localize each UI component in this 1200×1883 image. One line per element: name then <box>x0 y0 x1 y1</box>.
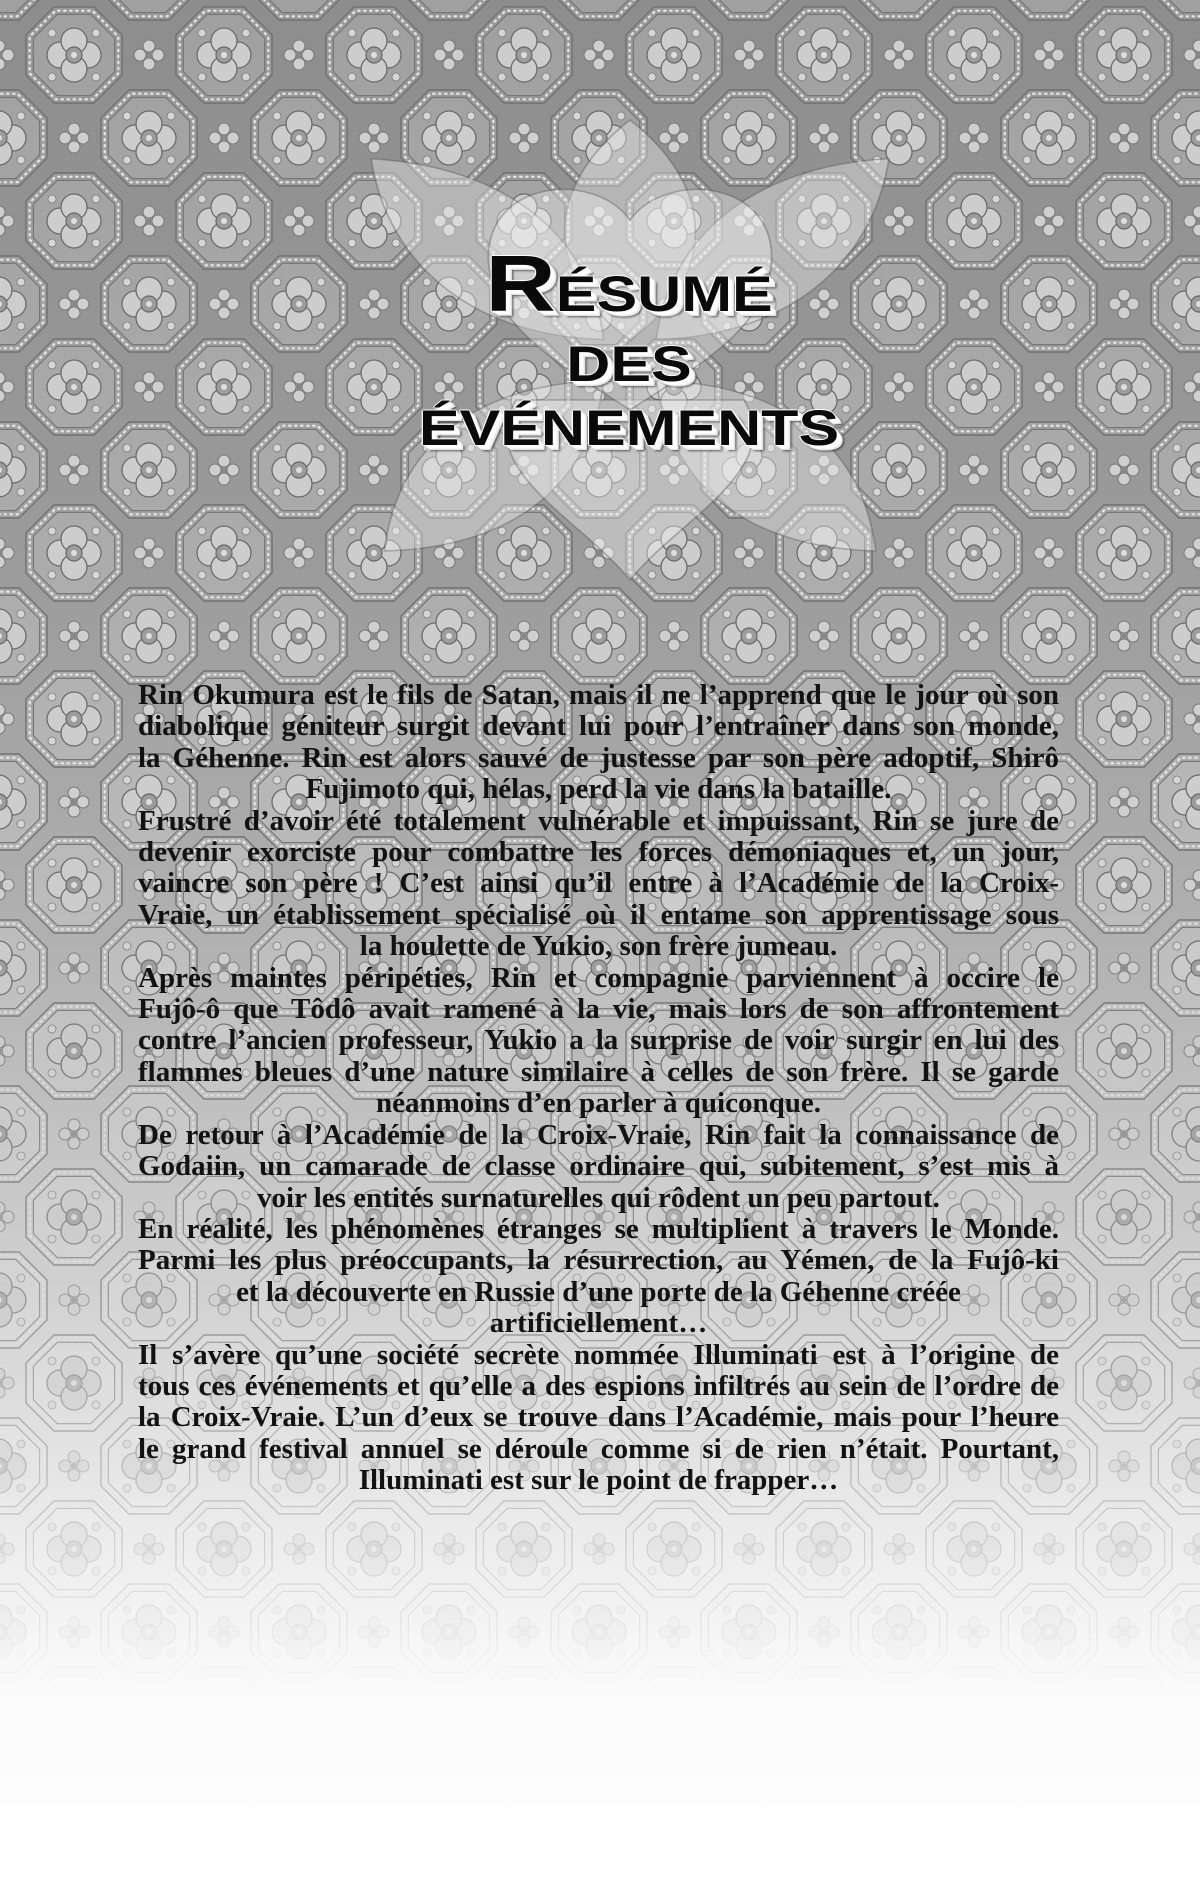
summary-line: Godaiin, un camarade de classe ordinaire qui, subitement, s’est mis à <box>138 1150 1059 1183</box>
summary-line: le grand festival annuel se déroule comme si de rien n’était. Pourtant, <box>138 1432 1059 1465</box>
summary-line: néanmoins d’en parler à quiconque. <box>375 1087 821 1120</box>
summary-line: Frustré d’avoir été totalement vulnérable et impuissant, Rin se jure de <box>138 804 1059 837</box>
summary-paragraph <box>138 963 1059 1120</box>
summary-line: la houlette de Yukio, son frère jumeau. <box>359 930 838 963</box>
summary-line: diabolique géniteur surgit devant lui pour l’entraîner dans son monde, <box>138 710 1059 743</box>
summary-line: Vraie, un établissement spécialisé où il entame son apprentissage sous <box>138 898 1059 931</box>
summary-text <box>138 680 1059 1497</box>
summary-line: contre l’ancien professeur, Yukio a la surprise de voir surgir en lui des <box>138 1024 1059 1057</box>
summary-line: Il s’avère qu’une société secrète nommée Illuminati est à l’origine de <box>138 1338 1059 1371</box>
summary-line: Rin Okumura est le fils de Satan, mais il ne l’apprend que le jour où son <box>138 679 1059 711</box>
summary-line: Illuminati est sur le point de frapper… <box>358 1464 839 1497</box>
summary-line: vaincre son père ! C’est ainsi qu’il entre à l’Académie de la Croix- <box>138 867 1059 900</box>
summary-paragraph <box>138 1340 1059 1497</box>
summary-line: devenir exorciste pour combattre les forces démoniaques et, un jour, <box>138 836 1059 869</box>
summary-paragraph <box>138 680 1059 806</box>
summary-line: tous ces événements et qu’elle a des espions infiltrés au sein de l’ordre de <box>138 1369 1059 1402</box>
summary-line: Fujimoto qui, hélas, perd la vie dans la bataille. <box>305 773 892 806</box>
summary-line: voir les entités surnaturelles qui rôdent un peu partout. <box>257 1181 940 1214</box>
page-title <box>329 0 929 460</box>
title-line-3: ÉVÉNEMENTS <box>418 400 840 456</box>
title-line-1: RÉSUMÉ <box>485 239 773 328</box>
title-line-2: DES <box>566 336 692 392</box>
summary-line: Parmi les plus préoccupants, la résurrection, au Yémen, de la Fujô-ki <box>138 1244 1059 1277</box>
summary-line: En réalité, les phénomènes étranges se multiplient à travers le Monde. <box>138 1212 1059 1245</box>
summary-paragraph <box>138 1214 1059 1340</box>
summary-line: Fujô-ô que Tôdô avait ramené à la vie, mais lors de son affrontement <box>138 993 1059 1026</box>
summary-paragraph <box>138 1120 1059 1214</box>
summary-line: la Croix-Vraie. L’un d’eux se trouve dans l’Académie, mais pour l’heure <box>138 1401 1059 1434</box>
summary-line: flammes bleues d’une nature similaire à celles de son frère. Il se garde <box>138 1055 1059 1088</box>
summary-line: De retour à l’Académie de la Croix-Vraie, Rin fait la connaissance de <box>138 1118 1059 1151</box>
summary-line: et la découverte en Russie d’une porte de la Géhenne créée <box>236 1275 961 1308</box>
summary-paragraph <box>138 806 1059 963</box>
summary-line: Après maintes péripéties, Rin et compagnie parviennent à occire le <box>138 961 1059 994</box>
summary-line: artificiellement… <box>489 1307 708 1340</box>
summary-line: la Géhenne. Rin est alors sauvé de justesse par son père adoptif, Shirô <box>138 741 1059 774</box>
